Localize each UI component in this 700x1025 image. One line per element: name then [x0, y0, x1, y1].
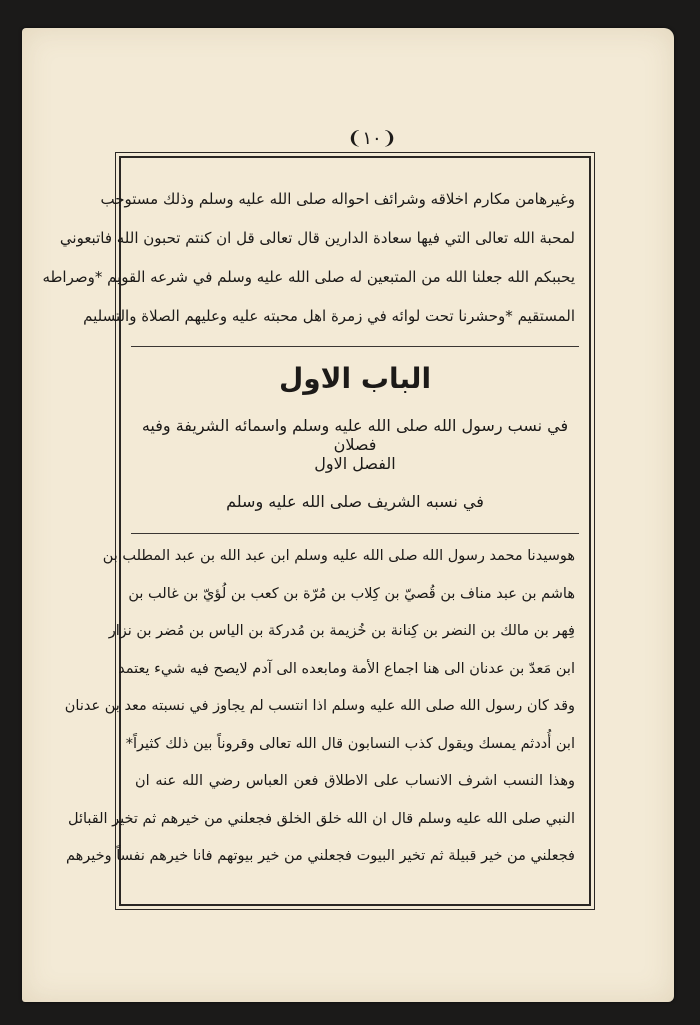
section-title: الفصل الاول — [314, 454, 396, 473]
intro-line: المستقيم *وحشرنا تحت لوائه في زمرة اهل محبته عليه وعليهم الصلاة والتسليم — [83, 307, 575, 325]
divider — [131, 346, 579, 347]
chapter-subtitle: في نسب رسول الله صلى الله عليه وسلم واسمائه الشريفة وفيه فصلان — [141, 416, 569, 454]
section-subtitle: في نسبه الشريف صلى الله عليه وسلم — [226, 492, 484, 511]
intro-line: يحببكم الله جعلنا الله من المتبعين له صلى الله عليه وسلم في شرعه القويم *وصراطه — [42, 268, 575, 286]
text-frame — [42, 156, 591, 906]
intro-paragraph — [42, 180, 575, 336]
body-line: وهذا النسب اشرف الانساب على الاطلاق فعن العباس رضي الله عنه ان — [135, 773, 575, 789]
body-line: هوسيدنا محمد رسول الله صلى الله عليه وسلم ابن عبد الله بن عبد المطلب بن — [102, 548, 575, 564]
intro-line: لمحبة الله تعالى التي فيها سعادة الدارين قال تعالى قل ان كنتم تحبون الله فاتبعوني — [59, 229, 575, 247]
body-line: فجعلني من خير قبيلة ثم تخير البيوت فجعلني من خير بيوتهم فانا خيرهم نفساً وخيرهم — [65, 848, 575, 864]
body-line: النبي صلى الله عليه وسلم قال ان الله خلق الخلق فجعلني من خيرهم ثم تخير القبائل — [67, 810, 575, 827]
divider — [131, 533, 579, 534]
body-line: ابن مَعدّ بن عدنان الى هنا اجماع الأمة ومابعده الى آدم لايصح فيه شيء يعتمد — [118, 660, 575, 677]
body-paragraph — [64, 538, 575, 876]
intro-line: وغيرهامن مكارم اخلاقه وشرائف احواله صلى الله عليه وسلم وذلك مستوجب — [100, 190, 575, 208]
book-page — [22, 28, 674, 1002]
body-line: وقد كان رسول الله صلى الله عليه وسلم اذا انتسب لم يجاوز في نسبته معد بن عدنان — [64, 698, 575, 714]
body-line: فِهر بن مالك بن النضر بن كِنانة بن خُزيمة بن مُدركة بن الياس بن مُضر بن نزار — [108, 623, 575, 639]
body-line: هاشم بن عبد مناف بن قُصيّ بن كِلاب بن مُرّة بن كعب بن لُؤيّ بن غالب بن — [128, 585, 575, 602]
chapter-title: الباب الاول — [278, 362, 432, 395]
body-line: ابن أُددثم يمسك ويقول كذب النسابون قال الله تعالى وقروناً بين ذلك كثيراً* — [125, 735, 575, 752]
page-number: ❨١٠❩ — [347, 128, 397, 149]
